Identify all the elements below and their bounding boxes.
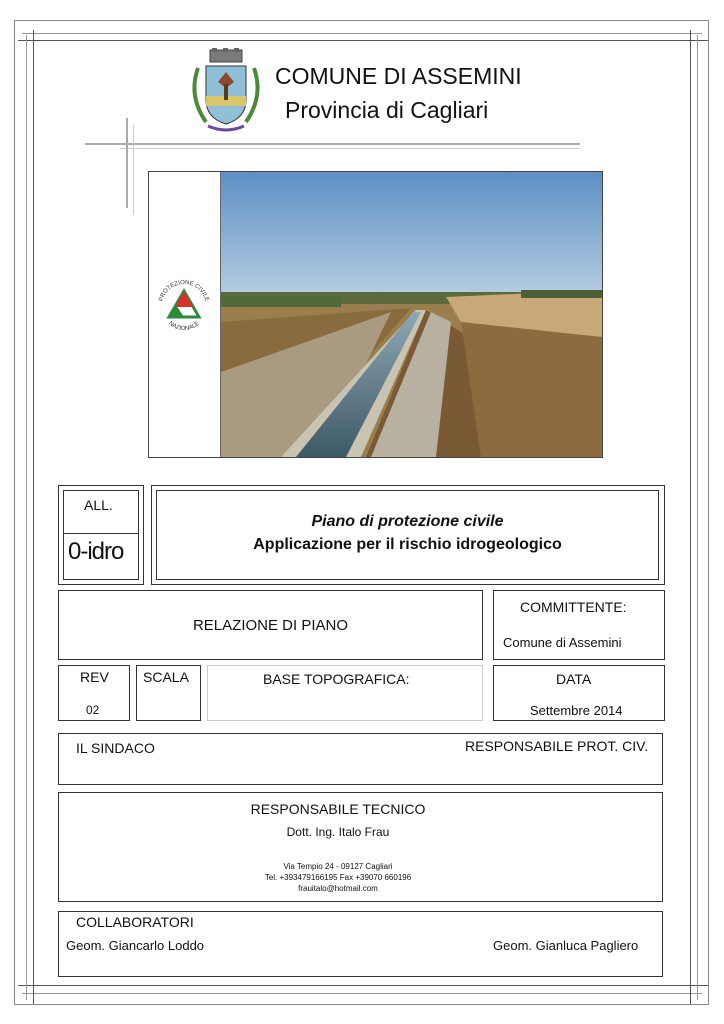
plan-subtitle: Applicazione per il rischio idrogeologico (253, 536, 562, 553)
committente-label: COMMITTENTE: (520, 599, 627, 615)
svg-text:NAZIONALE (167, 321, 201, 332)
collaboratore-left: Geom. Giancarlo Loddo (66, 938, 205, 953)
tecnico-label: RESPONSABILE TECNICO (250, 801, 426, 817)
all-label: ALL. (84, 497, 113, 513)
data-label: DATA (556, 671, 592, 687)
resp-prot-label: RESPONSABILE PROT. CIV. (465, 738, 649, 754)
all-box-divider (63, 533, 139, 534)
all-code: 0-idro (68, 538, 124, 565)
header-rule (85, 143, 580, 145)
rev-label: REV (80, 669, 109, 685)
header-vrule-2 (133, 125, 134, 215)
protezione-civile-icon (153, 275, 215, 337)
relazione-label: RELAZIONE DI PIANO (192, 617, 349, 634)
base-label: BASE TOPOGRAFICA: (263, 671, 410, 687)
plan-box-inner (156, 490, 659, 580)
tecnico-name: Dott. Ing. Italo Frau (286, 825, 390, 839)
tecnico-phone: Tel. +393479166195 Fax +39070 660196 (264, 873, 412, 882)
canal-landscape-image (221, 172, 602, 457)
tecnico-address: Via Tempio 24 - 09127 Cagliari (283, 862, 393, 871)
data-value: Settembre 2014 (530, 703, 623, 718)
header-rule-2 (120, 148, 580, 149)
coat-of-arms-icon (186, 48, 266, 136)
pc-text-bottom: NAZIONALE (167, 320, 201, 333)
tecnico-email: frauitalo@hotmail.com (298, 884, 378, 893)
sindaco-label: IL SINDACO (76, 740, 155, 756)
header-vrule (126, 118, 128, 208)
plan-title: Piano di protezione civile (311, 513, 504, 530)
rev-value: 02 (86, 703, 100, 717)
page-title: COMUNE DI ASSEMINI (275, 63, 522, 89)
collaboratore-right: Geom. Gianluca Pagliero (493, 938, 639, 953)
scala-label: SCALA (143, 669, 189, 685)
page-subtitle: Provincia di Cagliari (285, 97, 489, 123)
pc-text-top: PROTEZIONE CIVILE (158, 279, 210, 303)
collaboratori-label: COLLABORATORI (76, 914, 194, 930)
committente-value: Comune di Assemini (503, 635, 622, 650)
